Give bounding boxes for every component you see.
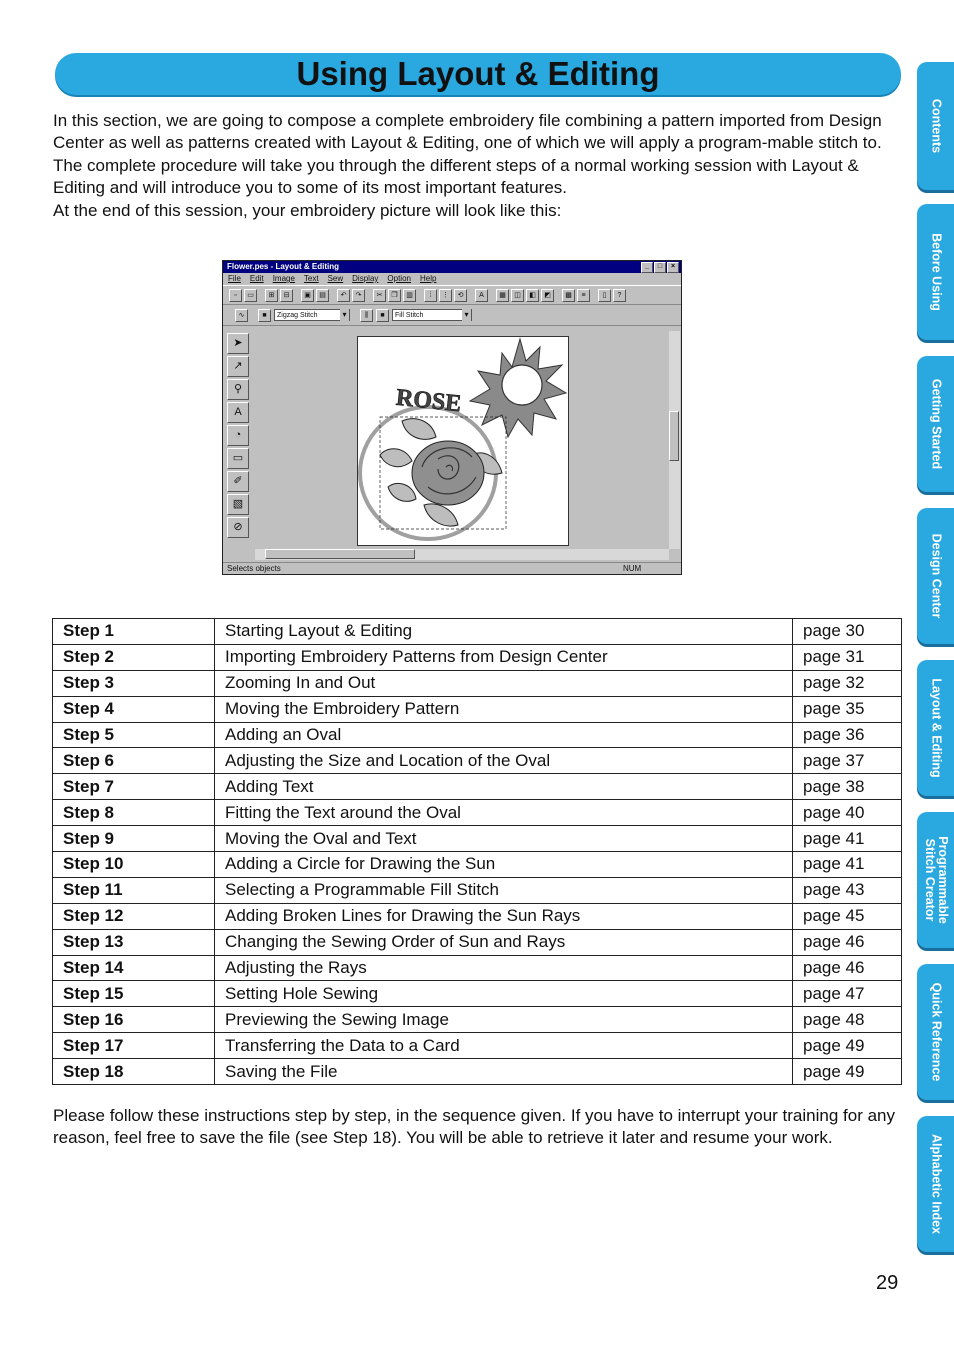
region-sew-icon: ⫼ <box>360 309 373 322</box>
table-row <box>53 644 902 670</box>
table-row <box>53 619 902 645</box>
zoom-icon: ⚲ <box>227 379 249 400</box>
step-label: Step 8 <box>53 800 215 826</box>
table-row <box>53 1007 902 1033</box>
tab-label-line1: Programmable <box>935 836 950 924</box>
redo-icon: ↷ <box>352 289 365 302</box>
table-row <box>53 981 902 1007</box>
line-sew-icon: ∿ <box>235 309 248 322</box>
table-row <box>53 826 902 852</box>
vertical-scrollbar <box>669 331 680 549</box>
menu-item: Help <box>419 274 437 283</box>
step-description: Adding an Oval <box>215 722 793 748</box>
print-icon: ▤ <box>316 289 329 302</box>
sun-circle <box>502 365 542 405</box>
tool-box <box>227 333 251 551</box>
rose-leaf <box>388 483 416 501</box>
window-titlebar <box>223 261 681 273</box>
open-file-icon: ▭ <box>244 289 257 302</box>
horizontal-scrollbar <box>255 549 669 560</box>
tab-quick-reference[interactable] <box>917 964 954 1100</box>
step-label: Step 14 <box>53 955 215 981</box>
ungroup-icon: ⋮ <box>439 289 452 302</box>
step-page: page 43 <box>793 877 902 903</box>
outro-text: Please follow these instructions step by step, in the sequence given. If you have to interrupt your training for any reason, feel free to save the file (see Step 18). You will be able to retrieve it later and resume your work. <box>53 1106 895 1148</box>
mirror-icon: ◫ <box>511 289 524 302</box>
step-label: Step 7 <box>53 774 215 800</box>
design-canvas <box>255 331 669 549</box>
step-page: page 40 <box>793 800 902 826</box>
text-fit-icon: A <box>475 289 488 302</box>
step-description: Adjusting the Rays <box>215 955 793 981</box>
step-description: Saving the File <box>215 1059 793 1085</box>
copy-icon: ❐ <box>388 289 401 302</box>
step-page: page 47 <box>793 981 902 1007</box>
step-page: page 30 <box>793 619 902 645</box>
menu-item: Sew <box>327 274 344 283</box>
rotate-icon: ⟲ <box>454 289 467 302</box>
rose-leaf <box>402 419 436 440</box>
table-row <box>53 1033 902 1059</box>
tab-label: Getting Started <box>929 378 943 470</box>
title-bar <box>55 53 901 95</box>
step-label: Step 3 <box>53 670 215 696</box>
step-label: Step 10 <box>53 852 215 878</box>
step-description: Moving the Oval and Text <box>215 826 793 852</box>
step-description: Importing Embroidery Patterns from Design Center <box>215 644 793 670</box>
rose-leaf <box>380 449 412 467</box>
step-label: Step 12 <box>53 903 215 929</box>
undo-icon: ↶ <box>337 289 350 302</box>
tab-contents[interactable] <box>917 62 954 190</box>
tab-alphabetic-index[interactable] <box>917 1116 954 1252</box>
step-page: page 35 <box>793 696 902 722</box>
step-label: Step 4 <box>53 696 215 722</box>
step-label: Step 11 <box>53 877 215 903</box>
step-description: Adding a Circle for Drawing the Sun <box>215 852 793 878</box>
step-description: Selecting a Programmable Fill Stitch <box>215 877 793 903</box>
tab-layout-editing[interactable] <box>917 660 954 796</box>
tab-label-line2: Stitch Creator <box>922 838 937 922</box>
close-icon: × <box>667 262 679 273</box>
table-row <box>53 955 902 981</box>
num-lock-indicator: NUM <box>623 564 642 573</box>
step-description: Adjusting the Size and Location of the Oval <box>215 748 793 774</box>
step-label: Step 18 <box>53 1059 215 1085</box>
menu-item: Text <box>303 274 319 283</box>
save-icon: ▣ <box>301 289 314 302</box>
polyline-icon: ✐ <box>227 471 249 492</box>
help-icon: ? <box>613 289 626 302</box>
menu-item: Option <box>387 274 411 283</box>
tab-label: Quick Reference <box>929 982 943 1082</box>
step-label: Step 1 <box>53 619 215 645</box>
measure-icon: ⊘ <box>227 517 249 538</box>
tab-label: Before Using <box>929 233 943 311</box>
step-page: page 46 <box>793 929 902 955</box>
step-label: Step 6 <box>53 748 215 774</box>
step-label: Step 16 <box>53 1007 215 1033</box>
line-stitch-value: Zigzag Stitch <box>277 312 318 319</box>
step-description: Previewing the Sewing Image <box>215 1007 793 1033</box>
step-description: Adding Text <box>215 774 793 800</box>
menu-item: Display <box>352 274 379 283</box>
table-row <box>53 929 902 955</box>
menu-item: File <box>228 274 241 283</box>
line-color-icon: ■ <box>258 309 271 322</box>
step-label: Step 13 <box>53 929 215 955</box>
step-description: Setting Hole Sewing <box>215 981 793 1007</box>
step-page: page 41 <box>793 826 902 852</box>
table-row <box>53 696 902 722</box>
sew-order-icon: ≡ <box>577 289 590 302</box>
step-description: Starting Layout & Editing <box>215 619 793 645</box>
design-text: ROSE <box>394 384 463 418</box>
cut-icon: ✂ <box>373 289 386 302</box>
tab-getting-started[interactable] <box>917 356 954 492</box>
group-icon: ⁞ <box>424 289 437 302</box>
step-page: page 41 <box>793 852 902 878</box>
intro-paragraph: The complete procedure will take you through the different steps of a normal working session with Layout & Editing and will introduce you to some of its most important features. <box>53 155 859 198</box>
step-description: Fitting the Text around the Oval <box>215 800 793 826</box>
table-row <box>53 748 902 774</box>
tab-label <box>923 836 949 924</box>
steps-table <box>52 618 902 1085</box>
step-description: Adding Broken Lines for Drawing the Sun Rays <box>215 903 793 929</box>
sew-toolbar <box>223 305 681 326</box>
tab-design-center[interactable] <box>917 508 954 644</box>
fill-icon: ◩ <box>541 289 554 302</box>
status-text: Selects objects <box>227 564 281 573</box>
region-color-icon: ■ <box>376 309 389 322</box>
step-page: page 31 <box>793 644 902 670</box>
page-title: Using Layout & Editing <box>296 55 660 92</box>
new-file-icon: ▫ <box>229 289 242 302</box>
step-page: page 49 <box>793 1059 902 1085</box>
step-description: Zooming In and Out <box>215 670 793 696</box>
app-screenshot <box>222 260 682 575</box>
menu-bar <box>223 273 681 285</box>
tab-label: Alphabetic Index <box>929 1133 943 1235</box>
table-row <box>53 800 902 826</box>
tab-programmable-stitch-creator[interactable] <box>917 812 954 948</box>
card-icon: ▯ <box>598 289 611 302</box>
rose-leaf <box>424 504 458 526</box>
tab-label: Contents <box>929 98 943 154</box>
status-bar <box>223 562 681 574</box>
step-description: Changing the Sewing Order of Sun and Rays <box>215 929 793 955</box>
manual-punch-icon: ▧ <box>227 494 249 515</box>
step-page: page 38 <box>793 774 902 800</box>
region-stitch-select <box>392 309 472 321</box>
table-row <box>53 852 902 878</box>
step-description: Moving the Embroidery Pattern <box>215 696 793 722</box>
tab-label: Design Center <box>929 533 943 619</box>
circle-arc-icon: ◔ <box>227 425 249 446</box>
intro-paragraph: In this section, we are going to compose a complete embroidery file combining a pattern imported from Design Center as well as patterns created with Layout & Editing, one of which we will apply a program-mable stitch to. <box>53 111 882 153</box>
minimize-icon: _ <box>641 262 653 273</box>
step-page: page 36 <box>793 722 902 748</box>
page-number: 29 <box>876 1272 899 1294</box>
import-icon: ⊞ <box>265 289 278 302</box>
step-label: Step 2 <box>53 644 215 670</box>
step-label: Step 15 <box>53 981 215 1007</box>
tab-label: Layout & Editing <box>929 678 943 778</box>
paste-icon: ▥ <box>403 289 416 302</box>
step-page: page 46 <box>793 955 902 981</box>
select-arrow-icon: ➤ <box>227 333 249 354</box>
rose-bloom <box>412 441 484 505</box>
embroidery-design <box>358 337 568 545</box>
preview-icon: ▩ <box>562 289 575 302</box>
step-page: page 32 <box>793 670 902 696</box>
rectangle-icon: ▭ <box>227 448 249 469</box>
step-label: Step 17 <box>53 1033 215 1059</box>
menu-item: Edit <box>249 274 264 283</box>
design-page <box>357 336 569 546</box>
table-row <box>53 670 902 696</box>
table-row <box>53 774 902 800</box>
table-row <box>53 877 902 903</box>
step-page: page 37 <box>793 748 902 774</box>
region-stitch-value: Fill Stitch <box>395 312 424 319</box>
intro-text <box>53 110 901 222</box>
table-row <box>53 1059 902 1085</box>
step-description: Transferring the Data to a Card <box>215 1033 793 1059</box>
grid-icon: ▦ <box>496 289 509 302</box>
line-stitch-select <box>274 309 350 321</box>
table-row <box>53 722 902 748</box>
main-toolbar <box>223 285 681 305</box>
menu-item: Image <box>272 274 295 283</box>
intro-paragraph: At the end of this session, your embroidery picture will look like this: <box>53 200 562 220</box>
tab-before-using[interactable] <box>917 204 954 340</box>
step-label: Step 5 <box>53 722 215 748</box>
window-title: Flower.pes - Layout & Editing <box>227 262 340 271</box>
step-page: page 48 <box>793 1007 902 1033</box>
text-tool-icon: A <box>227 402 249 423</box>
step-page: page 49 <box>793 1033 902 1059</box>
point-edit-icon: ↗ <box>227 356 249 377</box>
import-icon: ⊟ <box>280 289 293 302</box>
table-row <box>53 903 902 929</box>
flip-icon: ◧ <box>526 289 539 302</box>
step-page: page 45 <box>793 903 902 929</box>
step-label: Step 9 <box>53 826 215 852</box>
maximize-icon: □ <box>654 262 666 273</box>
